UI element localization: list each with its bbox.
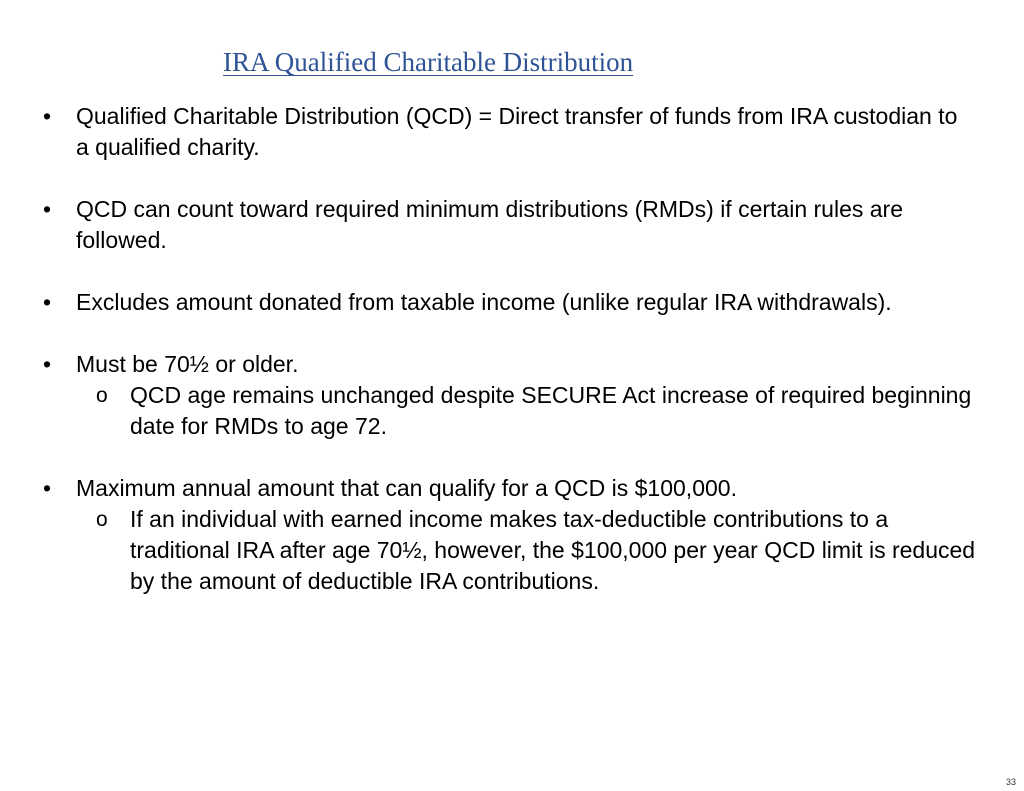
bullet-text: Maximum annual amount that can qualify for a QCD is $100,000. [76,475,737,501]
page-number: 33 [1005,777,1016,787]
sub-bullet-marker: o [96,384,108,407]
bullet-item [41,101,976,163]
bullet-item [41,287,976,318]
bullet-marker: • [43,196,52,222]
sub-bullet-item [76,380,976,442]
sub-bullet-text: If an individual with earned income makes tax-deductible contributions to a traditional IRA after age 70½, however, the $100,000 per year QCD limit is reduced by the amount of deductible IRA contributions. [130,506,976,594]
sub-bullet-marker: o [96,508,108,531]
bullet-marker: • [43,103,52,129]
bullet-text: Qualified Charitable Distribution (QCD) = Direct transfer of funds from IRA custodian to a qualified charity. [76,103,958,160]
bullet-item [41,473,976,597]
bullet-marker: • [43,475,52,501]
sub-bullet-text: QCD age remains unchanged despite SECURE Act increase of required beginning date for RMDs to age 72. [130,382,972,439]
slide-title: IRA Qualified Charitable Distribution [223,47,634,77]
bullet-marker: • [43,289,52,315]
bullet-item [41,349,976,442]
bullet-marker: • [43,351,52,377]
bullet-text: QCD can count toward required minimum distributions (RMDs) if certain rules are followed. [76,196,904,253]
sub-bullet-item [76,504,976,597]
bullet-list [41,101,976,628]
bullet-text: Must be 70½ or older. [76,351,299,377]
bullet-text: Excludes amount donated from taxable income (unlike regular IRA withdrawals). [76,289,892,315]
bullet-item [41,194,976,256]
